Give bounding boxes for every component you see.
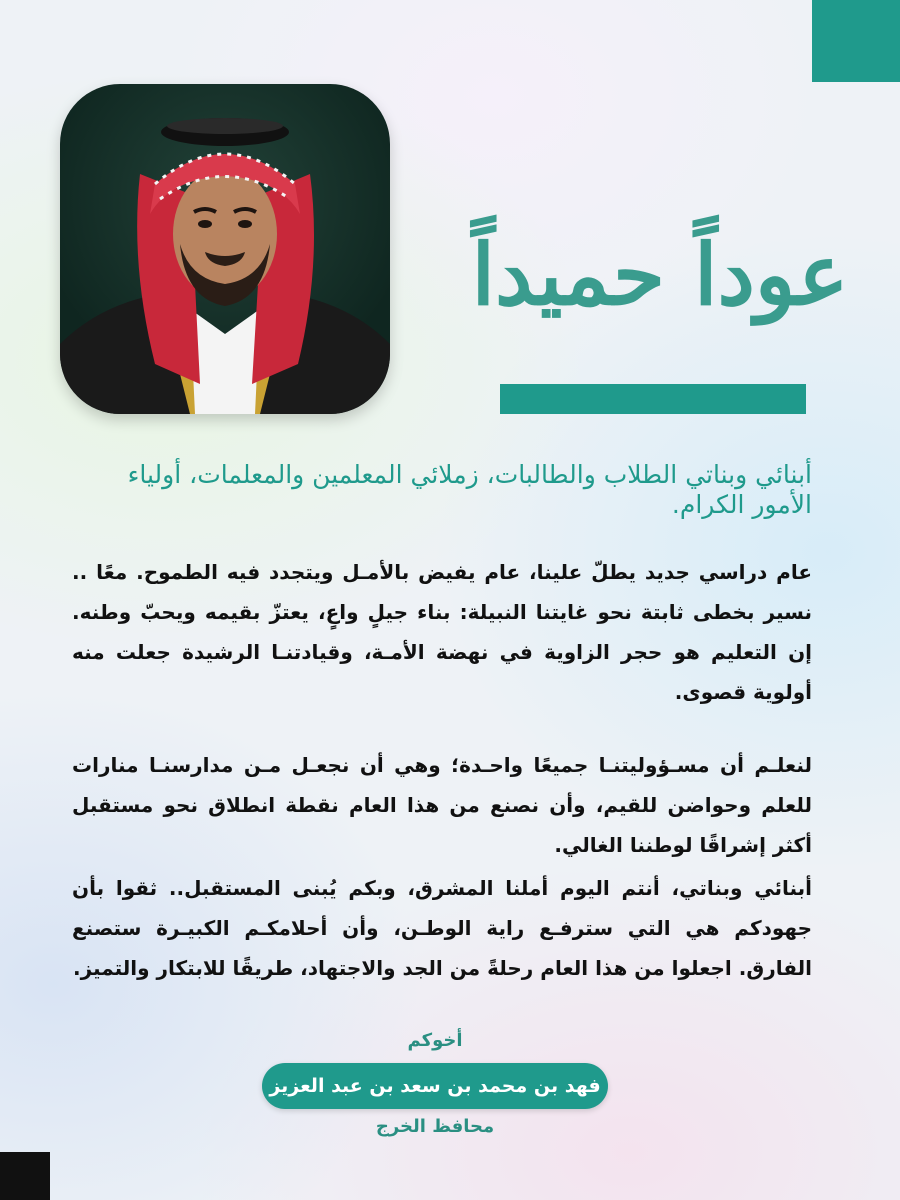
greeting-text: أبنائي وبناتي الطلاب والطالبات، زملائي المعلمين والمعلمات، أولياء الأمور الكرام.	[127, 460, 812, 519]
headline-text: عوداً حميداً	[471, 225, 849, 324]
signoff-brother-label: أخوكم	[407, 1030, 463, 1051]
headline-calligraphy	[470, 200, 850, 380]
body-paragraph-3	[72, 868, 812, 988]
corner-accent-block	[812, 0, 900, 82]
paragraph-text: لنعلـم أن مسـؤوليتنـا جميعًا واحـدة؛ وهي أن نجعـل مـن مدارسنـا منارات للعلم وحواضن للقيم، وأن نصنع من هذا العام نقطة انطلاق نحو مستقبل أكثر إشراقًا لوطننا الغالي.	[72, 753, 812, 857]
paragraph-text: عام دراسي جديد يطلّ علينا، عام يفيض بالأمـل ويتجدد فيه الطموح. معًا .. نسير بخطى ثابتة نحو غايتنا النبيلة: بناء جيلٍ واعٍ، يعتزّ بقيمه ويحبّ وطنه. إن التعليم هو حجر الزاوية في نهضة الأمـة، وقيادتنـا الرشيدة جعلت منه أولوية قصوى.	[72, 560, 812, 704]
body-paragraph-1	[72, 552, 812, 712]
headline-underline-bar	[500, 384, 806, 414]
signature-name-badge: فهد بن محمد بن سعد بن عبد العزيز	[262, 1063, 608, 1109]
paragraph-text: أبنائي وبناتي، أنتم اليوم أملنا المشرق، وبكم يُبنى المستقبل.. ثقوا بأن جهودكم هي التي سترفـع راية الوطـن، وأن أحلامكـم الكبيـرة ستصنع الفارق. اجعلوا من هذا العام رحلةً من الجد والاجتهاد، طريقًا للابتكار والتميز.	[72, 876, 812, 980]
portrait-illustration	[60, 84, 390, 414]
portrait-photo	[60, 84, 390, 414]
corner-dark-block	[0, 1152, 50, 1200]
body-paragraph-2	[72, 745, 812, 865]
signature-title: محافظ الخرج	[375, 1116, 495, 1137]
